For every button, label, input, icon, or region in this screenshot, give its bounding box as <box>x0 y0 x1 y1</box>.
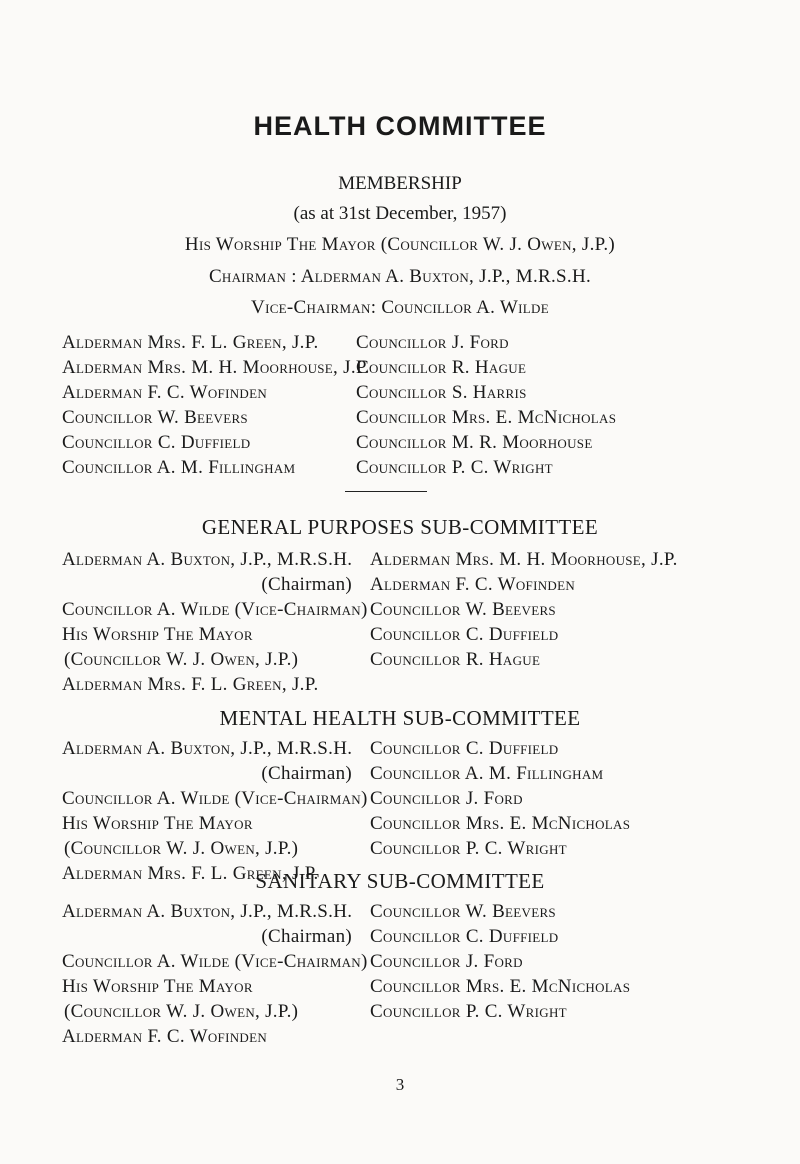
member-name: His Worship The Mayor <box>62 976 253 997</box>
member-name: Councillor J. Ford <box>370 951 523 972</box>
member-name: Councillor A. Wilde (Vice-Chairman) <box>62 951 368 972</box>
membership-right-column <box>356 330 616 480</box>
member-name: Councillor C. Duffield <box>370 738 559 759</box>
member-name: (Councillor W. J. Owen, J.P.) <box>64 838 299 859</box>
member-name: Alderman A. Buxton, J.P., M.R.S.H. <box>62 549 353 570</box>
member-name: Alderman Mrs. F. L. Green, J.P. <box>62 863 319 884</box>
member-name: Councillor C. Duffield <box>62 432 251 453</box>
sanitary-heading: SANITARY SUB-COMMITTEE <box>255 869 545 893</box>
member-name: Councillor A. Wilde (Vice-Chairman) <box>62 599 368 620</box>
mental-health-right-column <box>370 736 630 861</box>
page-title: HEALTH COMMITTEE <box>253 111 547 141</box>
member-name: Alderman A. Buxton, J.P., M.R.S.H. <box>62 738 353 759</box>
member-name: Alderman F. C. Wofinden <box>370 574 576 595</box>
membership-heading: MEMBERSHIP <box>338 173 462 194</box>
member-name: Alderman Mrs. F. L. Green, J.P. <box>62 332 319 353</box>
member-name: Alderman A. Buxton, J.P., M.R.S.H. <box>62 901 353 922</box>
membership-left-column <box>62 330 370 480</box>
chairman-note: (Chairman) <box>261 574 352 595</box>
mental-health-heading: MENTAL HEALTH SUB-COMMITTEE <box>219 706 581 730</box>
member-name: His Worship The Mayor <box>62 813 253 834</box>
mayor-line: His Worship The Mayor (Councillor W. J. Owen, J.P.) <box>184 234 616 255</box>
member-name: Alderman Mrs. M. H. Moorhouse, J.P. <box>370 549 678 570</box>
member-name: Councillor R. Hague <box>370 649 541 670</box>
mental-health-left-column <box>62 736 368 886</box>
member-name: Councillor P. C. Wright <box>370 838 567 859</box>
member-name: Councillor M. R. Moorhouse <box>356 432 593 453</box>
general-purposes-heading: GENERAL PURPOSES SUB-COMMITTEE <box>201 515 599 539</box>
member-name: Councillor J. Ford <box>356 332 509 353</box>
member-name: Councillor J. Ford <box>370 788 523 809</box>
member-name: Councillor R. Hague <box>356 357 527 378</box>
member-name: Councillor A. M. Fillingham <box>62 457 296 478</box>
member-name: Alderman F. C. Wofinden <box>62 382 268 403</box>
page-number: 3 <box>395 1075 405 1094</box>
vice-chairman-line: Vice-Chairman: Councillor A. Wilde <box>251 297 549 318</box>
member-name: Councillor C. Duffield <box>370 926 559 947</box>
chairman-note: (Chairman) <box>261 763 352 784</box>
member-name: Alderman Mrs. F. L. Green, J.P. <box>62 674 319 695</box>
member-name: (Councillor W. J. Owen, J.P.) <box>64 1001 299 1022</box>
member-name: Councillor W. Beevers <box>62 407 248 428</box>
member-name: Councillor Mrs. E. McNicholas <box>370 813 631 834</box>
member-name: Councillor Mrs. E. McNicholas <box>370 976 631 997</box>
member-name: Councillor P. C. Wright <box>356 457 553 478</box>
section-divider <box>345 491 427 492</box>
member-name: Councillor C. Duffield <box>370 624 559 645</box>
member-name: Councillor W. Beevers <box>370 599 556 620</box>
member-name: Alderman F. C. Wofinden <box>62 1026 268 1047</box>
general-purposes-left-column <box>62 547 368 697</box>
chairman-line: Chairman : Alderman A. Buxton, J.P., M.R.S.H. <box>208 266 592 287</box>
sanitary-right-column <box>370 899 630 1024</box>
member-name: Councillor A. M. Fillingham <box>370 763 604 784</box>
member-name: Councillor S. Harris <box>356 382 527 403</box>
member-name: His Worship The Mayor <box>62 624 253 645</box>
membership-date: (as at 31st December, 1957) <box>293 203 507 224</box>
member-name: Councillor W. Beevers <box>370 901 556 922</box>
sanitary-left-column <box>62 899 368 1049</box>
member-name: (Councillor W. J. Owen, J.P.) <box>64 649 299 670</box>
member-name: Councillor A. Wilde (Vice-Chairman) <box>62 788 368 809</box>
member-name: Councillor Mrs. E. McNicholas <box>356 407 617 428</box>
member-name: Councillor P. C. Wright <box>370 1001 567 1022</box>
general-purposes-right-column <box>370 547 678 672</box>
chairman-note: (Chairman) <box>261 926 352 947</box>
member-name: Alderman Mrs. M. H. Moorhouse, J.P. <box>62 357 370 378</box>
